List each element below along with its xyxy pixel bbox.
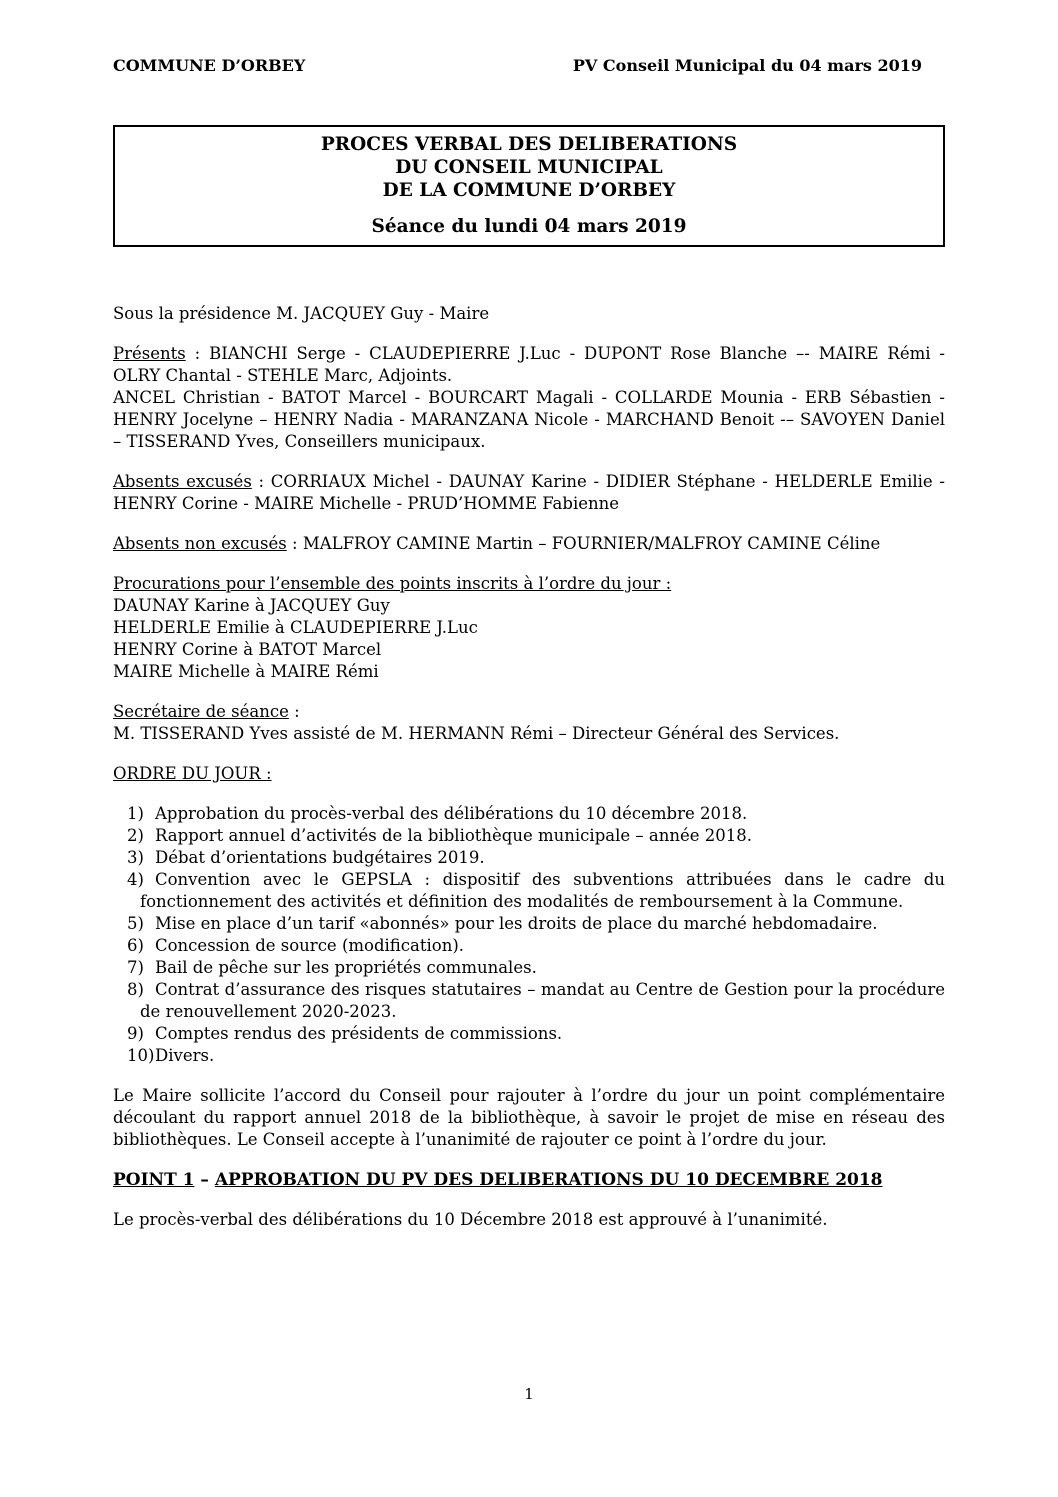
agenda-item-number: 4) [127,870,144,889]
agenda-item-number: 1) [127,804,144,823]
absents-non-excuses-label: Absents non excusés [113,534,287,553]
secretaire-names: M. TISSERAND Yves assisté de M. HERMANN Rémi – Directeur Général des Services. [113,724,840,743]
agenda-item-text: Bail de pêche sur les propriétés communales. [155,958,537,977]
absents-non-excuses-names: MALFROY CAMINE Martin – FOURNIER/MALFROY CAMINE Céline [302,534,881,553]
point1-separator: – [194,1170,215,1190]
agenda-item-4 [113,869,945,913]
agenda-item-text: Divers. [155,1046,215,1065]
secretaire-colon: : [288,702,300,721]
title-box [113,125,945,247]
presents-colon: : [185,344,210,363]
agenda-item-text: Comptes rendus des présidents de commissions. [155,1024,563,1043]
agenda-item-number: 8) [127,980,144,999]
presents-part-1 [113,343,945,387]
presents-conseillers: ANCEL Christian - BATOT Marcel - BOURCART Magali - COLLARDE Mounia - ERB Sébastien - HENRY Jocelyne – HENRY Nadia - MARANZANA Nicole - MARCHAND Benoit -– SAVOYEN Daniel – TISSERAND Yves, Conseillers municipaux. [113,388,945,451]
procurations-heading: Procurations pour l’ensemble des points inscrits à l’ordre du jour : [113,574,672,593]
agenda-item-text: Rapport annuel d’activités de la bibliothèque municipale – année 2018. [155,826,752,845]
procurations-paragraph [113,573,945,683]
agenda-list [113,803,945,1067]
point1-body: Le procès-verbal des délibérations du 10 Décembre 2018 est approuvé à l’unanimité. [113,1210,828,1229]
agenda-item-text: Approbation du procès-verbal des délibérations du 10 décembre 2018. [155,804,748,823]
agenda-heading [113,763,945,785]
agenda-item-9 [113,1023,945,1045]
agenda-item-1 [113,803,945,825]
agenda-item-number: 2) [127,826,144,845]
header-pv-title: PV Conseil Municipal du 04 mars 2019 [572,56,922,75]
agenda-item-number: 10) [127,1046,155,1065]
agenda-item-number: 3) [127,848,144,867]
absents-excuses-names: CORRIAUX Michel - DAUNAY Karine - DIDIER Stéphane - HELDERLE Emilie - HENRY Corine - MAIRE Michelle - PRUD’HOMME Fabienne [113,472,945,513]
procuration-line: HELDERLE Emilie à CLAUDEPIERRE J.Luc [113,618,478,637]
title-line-1: PROCES VERBAL DES DELIBERATIONS [320,134,738,155]
agenda-item-text: Contrat d’assurance des risques statutaires – mandat au Centre de Gestion pour la procédure de renouvellement 2020-2023. [140,980,945,1021]
agenda-item-number: 5) [127,914,144,933]
presents-part-2 [113,387,945,453]
procuration-line: DAUNAY Karine à JACQUEY Guy [113,596,390,615]
title-line-2: DU CONSEIL MUNICIPAL [395,157,663,178]
procuration-line: HENRY Corine à BATOT Marcel [113,640,382,659]
agenda-item-2 [113,825,945,847]
page-number: 1 [524,1385,534,1403]
absents-excuses-label: Absents excusés [113,472,252,491]
agenda-item-number: 6) [127,936,144,955]
agenda-item-7 [113,957,945,979]
agenda-item-text: Concession de source (modification). [155,936,465,955]
header-commune: COMMUNE D’ORBEY [113,56,306,75]
agenda-item-text: Convention avec le GEPSLA : dispositif des subventions attribuées dans le cadre du fonctionnement des activités et définition des modalités de remboursement à la Commune. [140,870,945,911]
presents-label: Présents [113,344,186,363]
presents-adjoints: BIANCHI Serge - CLAUDEPIERRE J.Luc - DUPONT Rose Blanche –- MAIRE Rémi - OLRY Chantal - STEHLE Marc, Adjoints. [113,344,945,385]
agenda-item-text: Débat d’orientations budgétaires 2019. [155,848,485,867]
title-line-3: DE LA COMMUNE D’ORBEY [382,180,676,201]
agenda-item-number: 7) [127,958,144,977]
agenda-item-8 [113,979,945,1023]
agenda-item-10 [113,1045,945,1067]
point1-heading [113,1169,945,1191]
procuration-line: MAIRE Michelle à MAIRE Rémi [113,662,379,681]
agenda-item-text: Mise en place d’un tarif «abonnés» pour les droits de place du marché hebdomadaire. [155,914,878,933]
agenda-item-3 [113,847,945,869]
secretaire-label: Secrétaire de séance [113,702,289,721]
session-date: Séance du lundi 04 mars 2019 [371,216,687,237]
absents-excuses-colon: : [251,472,271,491]
absents-excuses-paragraph [113,471,945,515]
amendment-paragraph: Le Maire sollicite l’accord du Conseil pour rajouter à l’ordre du jour un point complémentaire découlant du rapport annuel 2018 de la bibliothèque, à savoir le projet de mise en réseau des bibliothèques. Le Conseil accepte à l’unanimité de rajouter ce point à l’ordre du jour. [113,1086,945,1149]
agenda-item-number: 9) [127,1024,144,1043]
absents-non-excuses-paragraph [113,533,945,555]
agenda-item-6 [113,935,945,957]
agenda-heading-text: ORDRE DU JOUR : [113,764,272,783]
secretaire-paragraph [113,701,945,745]
presidence-line: Sous la présidence M. JACQUEY Guy - Maire [113,304,490,323]
page-header [113,55,945,77]
secretaire-heading-line [113,701,945,723]
absents-non-excuses-colon: : [286,534,303,553]
presents-paragraph [113,343,945,453]
point1-title: APPROBATION DU PV DES DELIBERATIONS DU 10 DECEMBRE 2018 [214,1170,883,1190]
point1-label: POINT 1 [113,1170,195,1190]
agenda-item-5 [113,913,945,935]
